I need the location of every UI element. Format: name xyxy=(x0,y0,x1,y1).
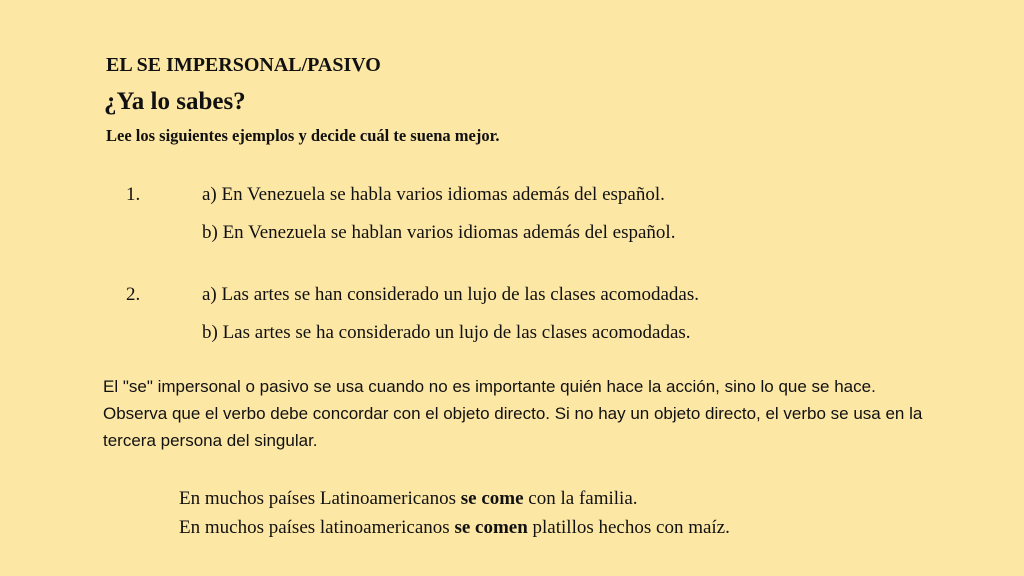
example-option-a: a) En Venezuela se habla varios idiomas además del español. xyxy=(202,184,665,205)
sample-sentence xyxy=(179,517,730,539)
example-option-a: a) Las artes se han considerado un lujo de las clases acomodadas. xyxy=(202,284,699,305)
example-option-b: b) En Venezuela se hablan varios idiomas además del español. xyxy=(202,222,676,243)
sample-sentence xyxy=(179,488,638,510)
sample-text: En muchos países latinoamericanos xyxy=(179,517,455,538)
page-title: ¿Ya lo sabes? xyxy=(104,88,246,115)
explanation-paragraph: El "se" impersonal o pasivo se usa cuando no es importante quién hace la acción, sino lo que se hace. Observa que el verbo debe concordar con el objeto directo. Si no hay un objeto directo, el verbo se usa en la tercera persona del singular. xyxy=(103,377,923,450)
sample-text: En muchos países Latinoamericanos xyxy=(179,488,461,509)
sample-text: con la familia. xyxy=(523,488,638,509)
sample-text: platillos hechos con maíz. xyxy=(527,517,730,538)
sample-emphasis: se comen xyxy=(454,517,528,538)
example-number: 2. xyxy=(126,284,141,305)
instruction-text: Lee los siguientes ejemplos y decide cuál te suena mejor. xyxy=(106,126,500,145)
example-number: 1. xyxy=(126,184,141,205)
example-option-b: b) Las artes se ha considerado un lujo de las clases acomodadas. xyxy=(202,322,691,343)
sample-emphasis: se come xyxy=(460,488,524,509)
section-title: EL SE IMPERSONAL/PASIVO xyxy=(106,54,381,76)
